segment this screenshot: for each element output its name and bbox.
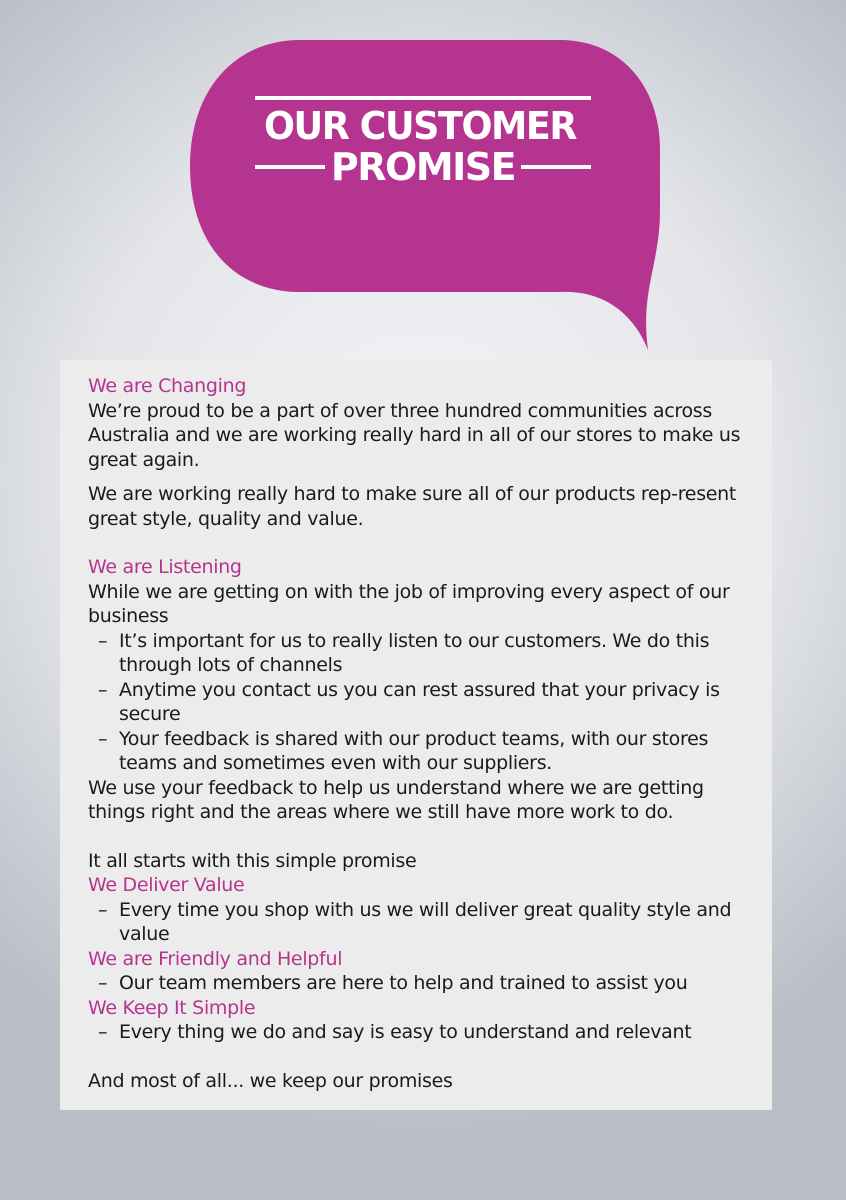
promise-intro: It all starts with this simple promise [88, 849, 417, 872]
title-line-2: PROMISE [330, 145, 516, 189]
changing-paragraph-2: We are working really hard to make sure all of our products rep-resent great style, quality and value. [88, 483, 737, 530]
listening-intro: While we are getting on with the job of improving every aspect of our business [88, 580, 730, 627]
list-item [88, 898, 752, 947]
dash-marker: – [98, 678, 108, 701]
heading-listening: We are Listening [88, 556, 242, 578]
dash-marker: – [98, 972, 108, 994]
dash-marker: – [98, 629, 108, 652]
list-item [88, 678, 752, 727]
title-rule-left [255, 165, 325, 169]
list-item-text: It’s important for us to really listen to our customers. We do this through lots of channels [119, 629, 710, 676]
title-rule-top [255, 96, 591, 100]
list-item-text: Every time you shop with us we will deliver great quality style and value [119, 898, 732, 945]
closing-line: And most of all... we keep our promises [88, 1069, 453, 1092]
heading-keep-simple: We Keep It Simple [88, 996, 256, 1019]
list-item [88, 727, 752, 776]
title-rule-right [521, 165, 591, 169]
list-item [88, 629, 752, 678]
changing-paragraph-1: We’re proud to be a part of over three hundred communities across Australia and we are working really hard in all of our stores to make us great again. [88, 399, 741, 471]
title-line-2-wrap [225, 147, 615, 187]
page-title [225, 96, 615, 187]
heading-deliver-value: We Deliver Value [88, 874, 245, 896]
list-item [88, 971, 752, 996]
dash-marker: – [98, 1021, 108, 1043]
dash-marker: – [98, 727, 108, 750]
list-item [88, 1020, 752, 1045]
list-item-text: Every thing we do and say is easy to understand and relevant [119, 1021, 692, 1043]
list-item-text: Your feedback is shared with our product teams, with our stores teams and sometimes even with our suppliers. [119, 727, 709, 774]
heading-changing: We are Changing [88, 375, 247, 397]
content-panel [60, 360, 772, 1110]
list-item-text: Anytime you contact us you can rest assured that your privacy is secure [119, 678, 720, 725]
list-item-text: Our team members are here to help and trained to assist you [119, 972, 688, 994]
heading-friendly-helpful: We are Friendly and Helpful [88, 947, 343, 970]
dash-marker: – [98, 898, 108, 921]
listening-outro: We use your feedback to help us understand where we are getting things right and the areas where we still have more work to do. [88, 776, 704, 823]
title-line-1: OUR CUSTOMER [263, 104, 577, 148]
